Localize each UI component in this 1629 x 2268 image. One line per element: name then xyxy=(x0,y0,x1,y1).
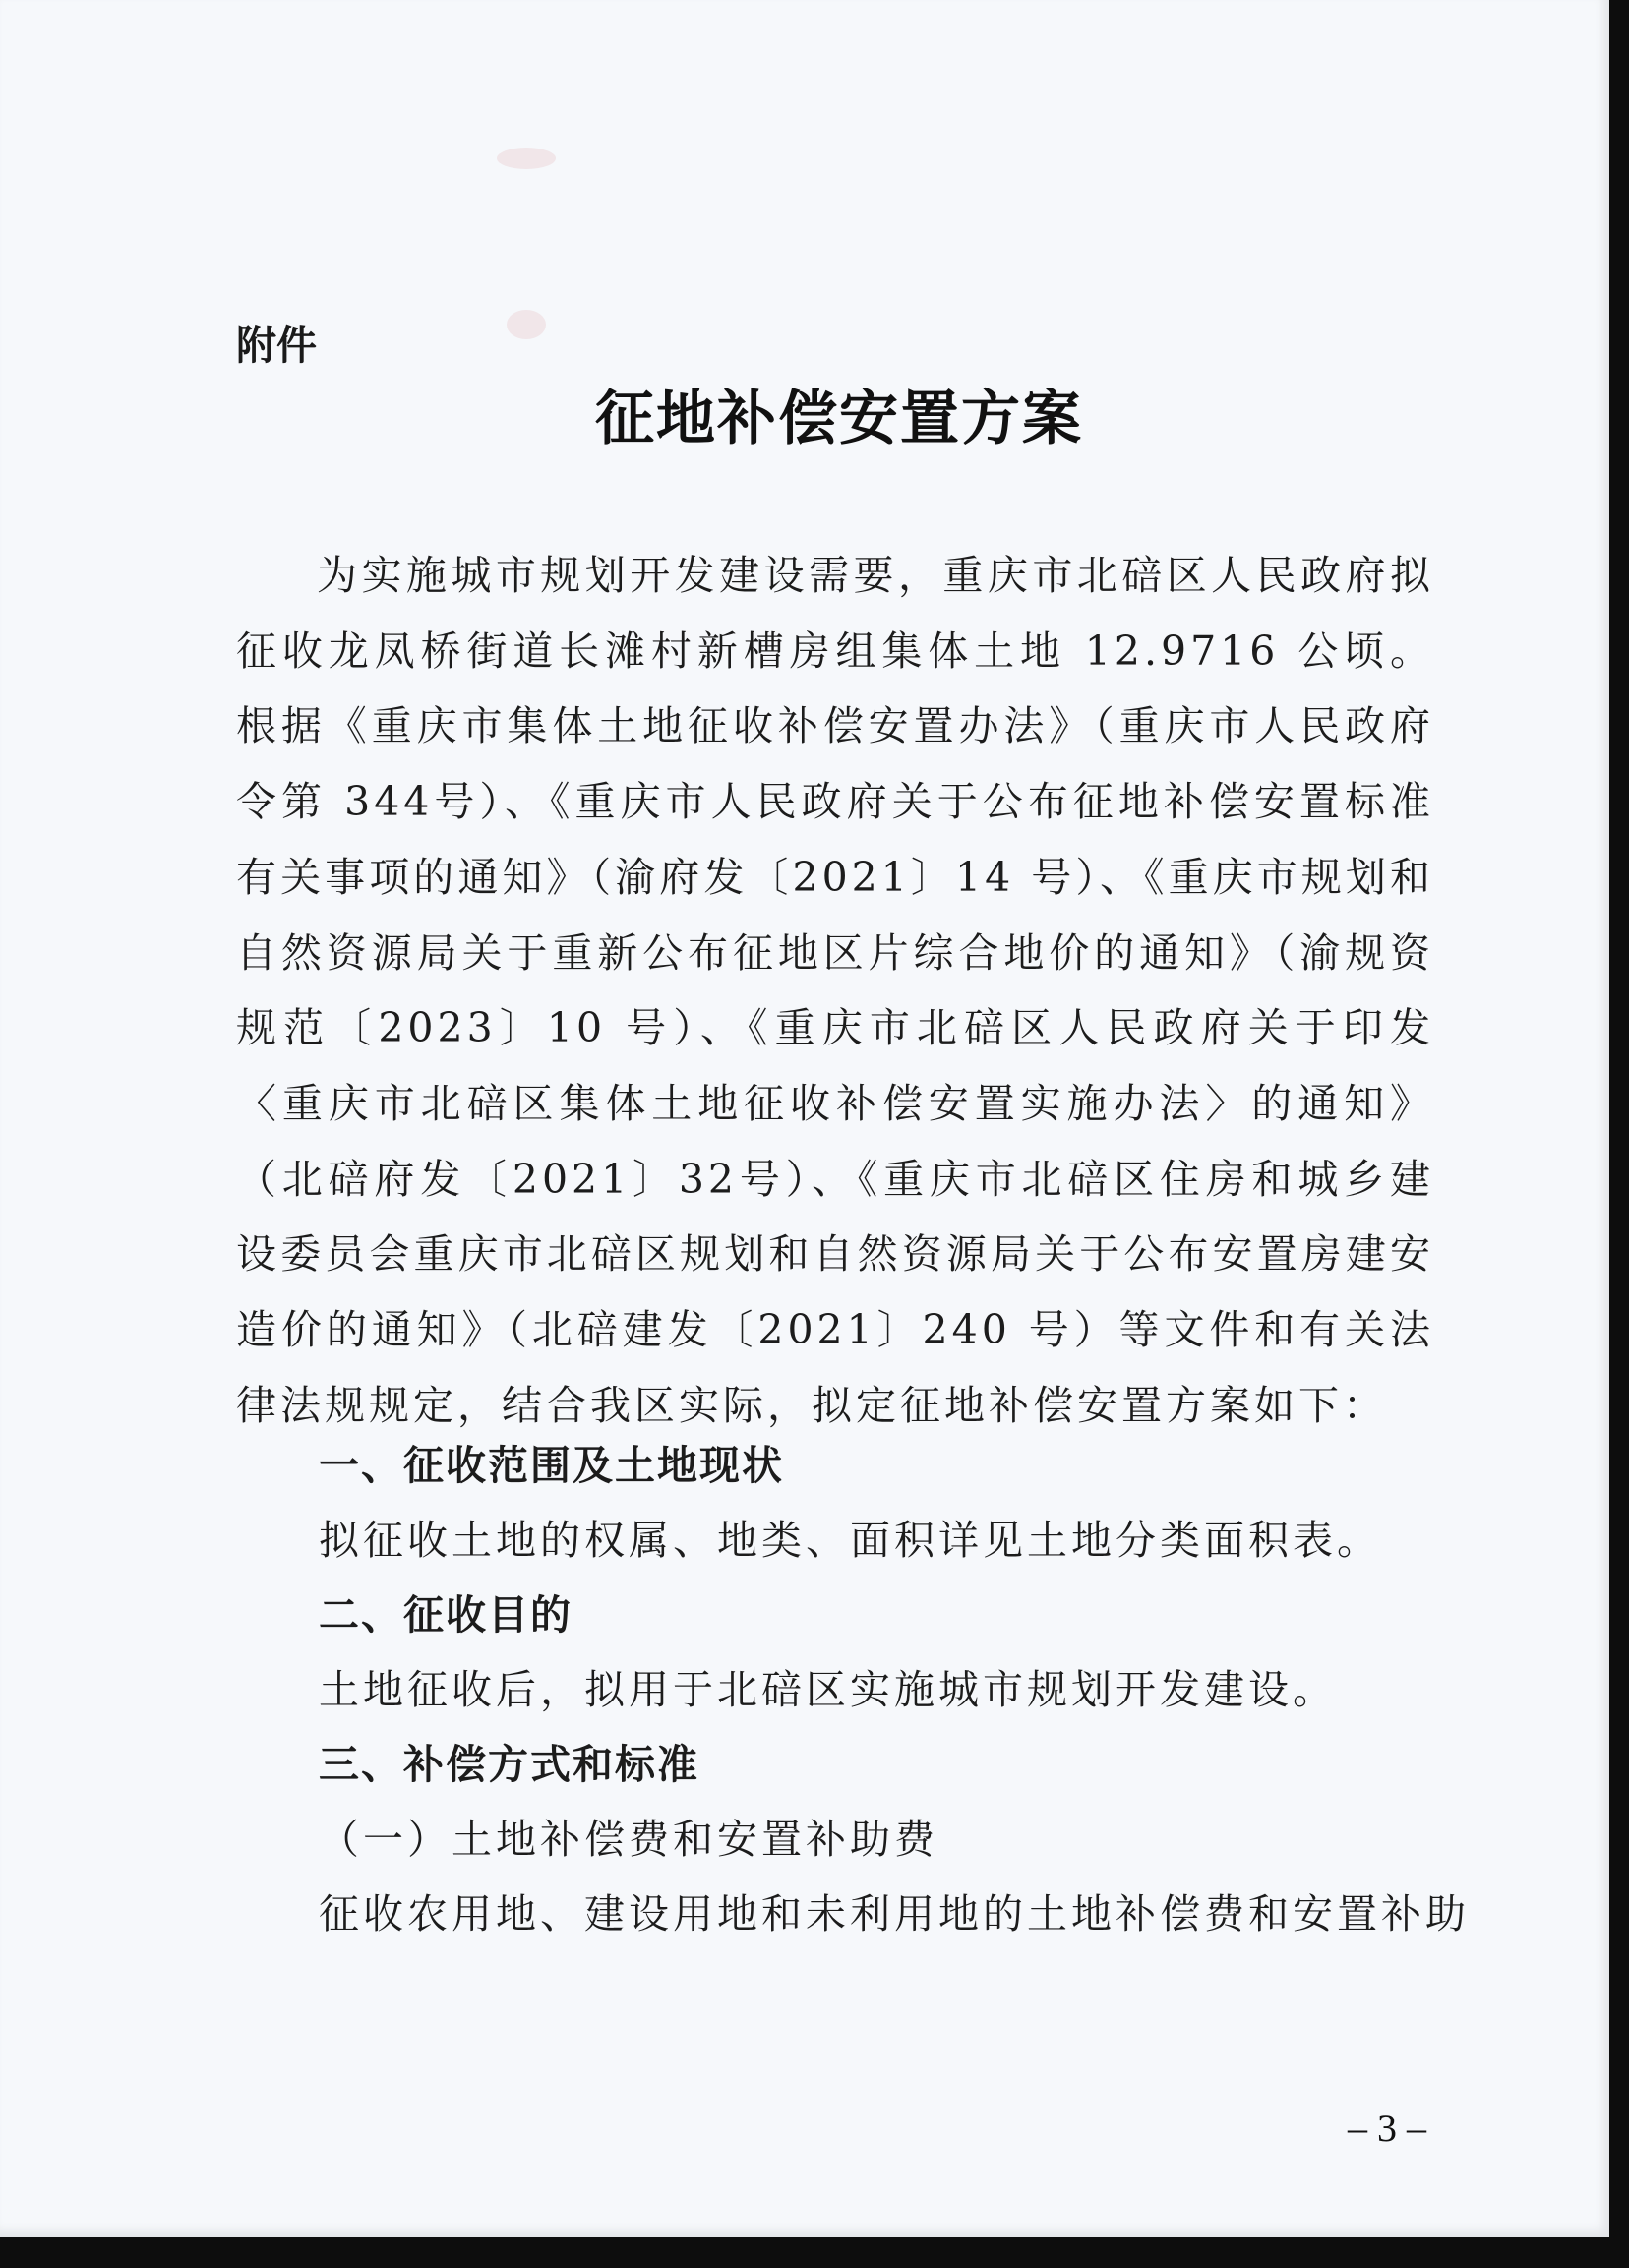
section-paragraph-3: 征收农用地、建设用地和未利用地的土地补偿费和安置补助 xyxy=(319,1890,1470,1938)
document-title: 征地补偿安置方案 xyxy=(595,385,1083,453)
scan-mark xyxy=(497,148,556,169)
section-paragraph-2: 土地征收后，拟用于北碚区实施城市规划开发建设。 xyxy=(319,1666,1337,1713)
section-heading-3: 三、补偿方式和标准 xyxy=(319,1741,699,1788)
section-paragraph-1: 拟征收土地的权属、地类、面积详见土地分类面积表。 xyxy=(319,1517,1381,1564)
scan-mark xyxy=(507,310,546,339)
section-heading-1: 一、征收范围及土地现状 xyxy=(319,1442,784,1489)
subsection-heading-1: （一）土地补偿费和安置补助费 xyxy=(319,1816,938,1863)
attachment-label: 附件 xyxy=(236,322,317,369)
page-number: – 3 – xyxy=(1348,2106,1426,2150)
section-heading-2: 二、征收目的 xyxy=(319,1591,573,1639)
intro-paragraph: 为实施城市规划开发建设需要，重庆市北碚区人民政府拟征收龙凤桥街道长滩村新槽房组集体土地 12.9716 公顷。根据《重庆市集体土地征收补偿安置办法》（重庆市人民政府令第 344号）、《重庆市人民政府关于公布征地补偿安置标准有关事项的通知》（渝府发〔2021〕14 号）、《重庆市规划和自然资源局关于重新公布征地区片综合地价的通知》（渝规资规范〔2023〕10 号）、《重庆市北碚区人民政府关于印发〈重庆市北碚区集体土地征收补偿安置实施办法〉的通知》（北碚府发〔2021〕32号）、《重庆市北碚区住房和城乡建设委员会重庆市北碚区规划和自然资源局关于公布安置房建安造价的通知》（北碚建发〔2021〕240 号）等文件和有关法律法规规定，结合我区实际，拟定征地补偿安置方案如下： xyxy=(236,552,1434,1429)
